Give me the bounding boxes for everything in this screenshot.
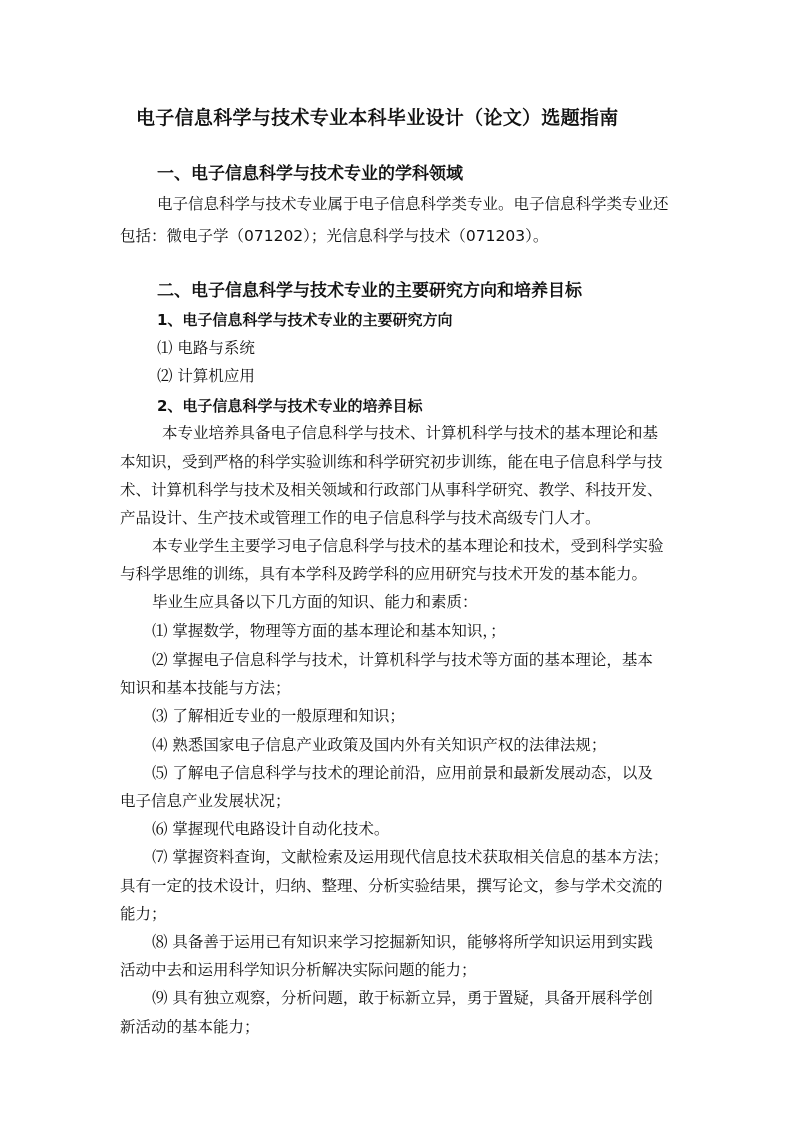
document-title: 电子信息科学与技术专业本科毕业设计（论文）选题指南 — [136, 107, 619, 129]
list-item: ⑸ 了解电子信息科学与技术的理论前沿，应用前景和最新发展动态，以及 — [152, 764, 653, 782]
list-item: ⑹ 掌握现代电路设计自动化技术。 — [152, 820, 390, 838]
section1-heading: 一、电子信息科学与技术专业的学科领域 — [157, 164, 463, 184]
list-item-continuation: 能力； — [120, 905, 167, 923]
list-item: ⑶ 了解相近专业的一般原理和知识； — [152, 707, 405, 725]
paragraph-line: 本专业培养具备电子信息科学与技术、计算机科学与技术的基本理论和基 — [162, 424, 659, 442]
paragraph-line: 与科学思维的训练，具有本学科及跨学科的应用研究与技术开发的基本能力。 — [120, 565, 648, 583]
paragraph-line: 本专业学生主要学习电子信息科学与技术的基本理论和技术，受到科学实验 — [152, 537, 664, 555]
list-item-continuation: 新活动的基本能力； — [120, 1018, 260, 1036]
paragraph-line: 术、计算机科学与技术及相关领域和行政部门从事科学研究、教学、科技开发、 — [120, 481, 663, 499]
list-item: ⑵ 计算机应用 — [157, 367, 255, 385]
list-item: ⑼ 具有独立观察，分析问题，敢于标新立异，勇于置疑，具备开展科学创 — [152, 989, 653, 1007]
section2-heading: 二、电子信息科学与技术专业的主要研究方向和培养目标 — [157, 281, 582, 301]
paragraph-line: 包括：微电子学（071202）；光信息科学与技术（071203）。 — [120, 227, 549, 245]
list-item-continuation: 电子信息产业发展状况； — [120, 792, 291, 810]
list-item: ⑺ 掌握资料查询，文献检索及运用现代信息技术获取相关信息的基本方法； — [152, 848, 669, 866]
paragraph-line: 电子信息科学与技术专业属于电子信息科学类专业。电子信息科学类专业还 — [157, 195, 669, 213]
list-item-continuation: 具有一定的技术设计，归纳、整理、分析实验结果，撰写论文，参与学术交流的 — [120, 877, 663, 895]
list-item: ⑴ 掌握数学，物理等方面的基本理论和基本知识，； — [152, 622, 506, 640]
list-item: ⑵ 掌握电子信息科学与技术，计算机科学与技术等方面的基本理论，基本 — [152, 651, 653, 669]
list-item: ⑷ 熟悉国家电子信息产业政策及国内外有关知识产权的法律法规； — [152, 736, 607, 754]
list-item: ⑴ 电路与系统 — [157, 339, 255, 357]
subsection-heading: 2、电子信息科学与技术专业的培养目标 — [157, 397, 423, 415]
paragraph-line: 本知识，受到严格的科学实验训练和科学研究初步训练，能在电子信息科学与技 — [120, 453, 663, 471]
paragraph-line: 产品设计、生产技术或管理工作的电子信息科学与技术高级专门人才。 — [120, 509, 601, 527]
paragraph-line: 毕业生应具备以下几方面的知识、能力和素质： — [152, 593, 478, 611]
subsection-heading: 1、电子信息科学与技术专业的主要研究方向 — [157, 311, 453, 329]
list-item: ⑻ 具备善于运用已有知识来学习挖掘新知识，能够将所学知识运用到实践 — [152, 933, 653, 951]
list-item-continuation: 活动中去和运用科学知识分析解决实际问题的能力； — [120, 961, 477, 979]
list-item-continuation: 知识和基本技能与方法； — [120, 679, 291, 697]
